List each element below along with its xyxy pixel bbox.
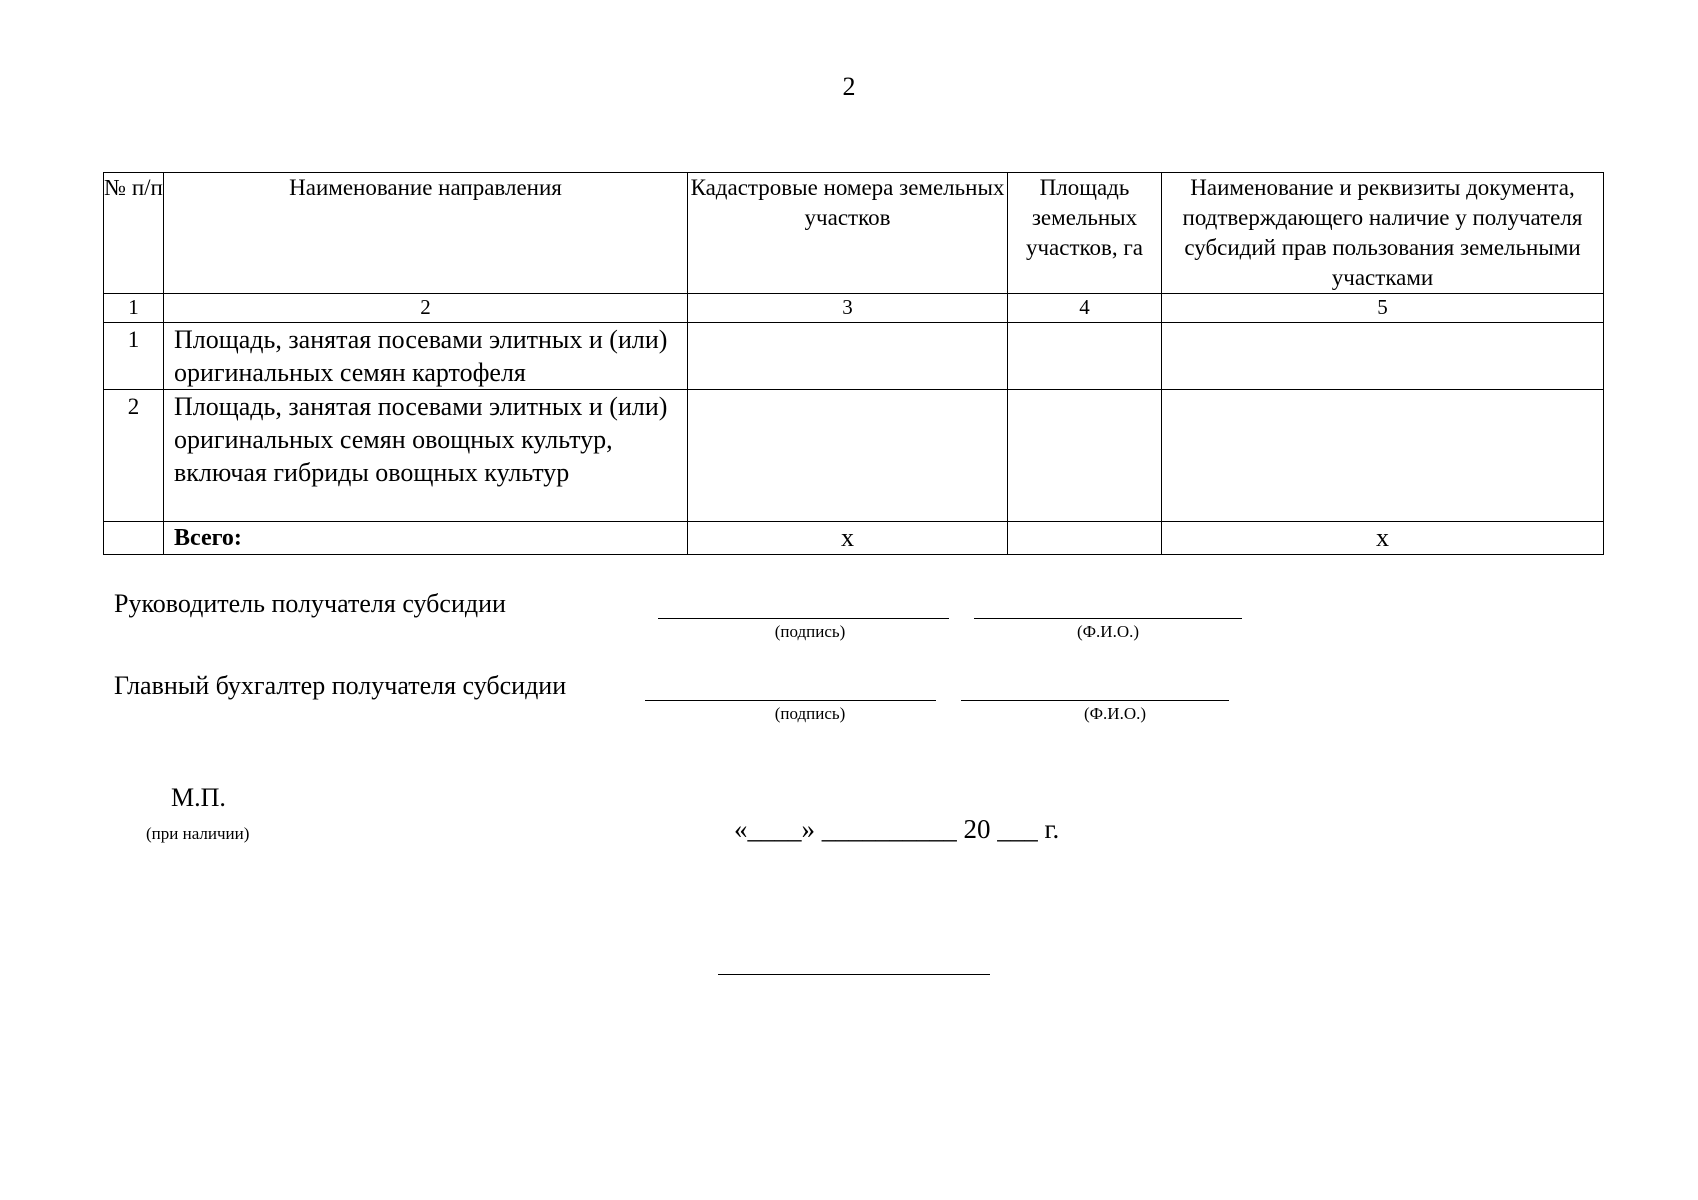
header-document: Наименование и реквизиты документа, подтверждающего наличие у получателя субсидий прав пользования земельными участками — [1162, 173, 1604, 294]
head-signature-label: Руководитель получателя субсидии — [114, 589, 506, 618]
row-index: 2 — [104, 390, 164, 522]
row-area-cell[interactable] — [1008, 390, 1162, 522]
row-cadastral-cell[interactable] — [688, 390, 1008, 522]
header-direction: Наименование направления — [164, 173, 688, 294]
row-direction: Площадь, занятая посевами элитных и (или) оригинальных семян картофеля — [164, 323, 688, 390]
stamp-note: (при наличии) — [146, 824, 250, 843]
stamp-label: М.П. — [171, 783, 226, 812]
table-header-row — [104, 173, 1604, 294]
column-number: 4 — [1008, 294, 1162, 323]
head-name-line[interactable] — [974, 618, 1242, 619]
row-direction: Площадь, занятая посевами элитных и (или) оригинальных семян овощных культур, включая гибриды овощных культур — [164, 390, 688, 522]
bottom-separator — [718, 974, 990, 975]
land-plots-table — [103, 172, 1604, 555]
column-numbers-row — [104, 294, 1604, 323]
table-row — [104, 390, 1604, 522]
row-document-cell[interactable] — [1162, 390, 1604, 522]
total-document: х — [1162, 522, 1604, 555]
column-number: 5 — [1162, 294, 1604, 323]
row-area-cell[interactable] — [1008, 323, 1162, 390]
column-number: 1 — [104, 294, 164, 323]
total-area-cell[interactable] — [1008, 522, 1162, 555]
row-cadastral-cell[interactable] — [688, 323, 1008, 390]
column-number: 2 — [164, 294, 688, 323]
header-cadastral-numbers: Кадастровые номера земельных участков — [688, 173, 1008, 294]
page-number: 2 — [842, 72, 856, 101]
header-index: № п/п — [104, 173, 164, 294]
header-area: Площадь земельных участков, га — [1008, 173, 1162, 294]
total-label: Всего: — [164, 522, 688, 555]
column-number: 3 — [688, 294, 1008, 323]
total-row — [104, 522, 1604, 555]
total-index-cell — [104, 522, 164, 555]
accountant-name-caption: (Ф.И.О.) — [1083, 704, 1147, 723]
accountant-signature-line[interactable] — [645, 700, 936, 701]
row-index: 1 — [104, 323, 164, 390]
total-cadastral: х — [688, 522, 1008, 555]
date-line[interactable]: «____» __________ 20 ___ г. — [734, 814, 1060, 844]
row-document-cell[interactable] — [1162, 323, 1604, 390]
accountant-signature-caption: (подпись) — [774, 704, 846, 723]
head-signature-caption: (подпись) — [774, 622, 846, 641]
accountant-name-line[interactable] — [961, 700, 1229, 701]
head-signature-line[interactable] — [658, 618, 949, 619]
accountant-signature-label: Главный бухгалтер получателя субсидии — [114, 671, 567, 700]
head-name-caption: (Ф.И.О.) — [1076, 622, 1140, 641]
table-row — [104, 323, 1604, 390]
